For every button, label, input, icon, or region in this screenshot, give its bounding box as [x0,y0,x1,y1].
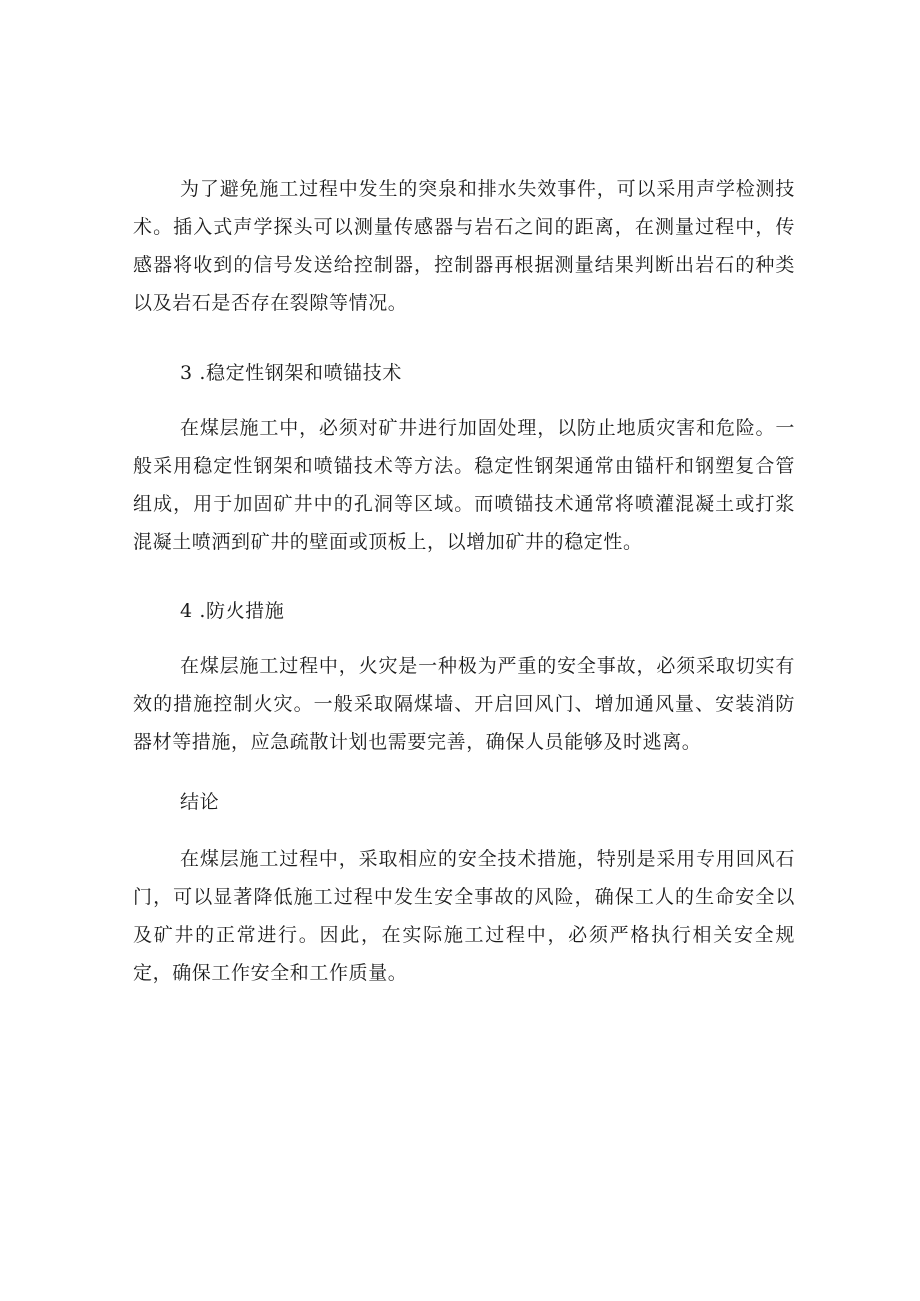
paragraph-conclusion: 在煤层施工过程中，采取相应的安全技术措施，特别是采用专用回风石门，可以显著降低施工过程中发生安全事故的风险，确保工人的生命安全以及矿井的正常进行。因此，在实际施工过程中，必须严格执行相关安全规定，确保工作安全和工作质量。 [133,848,795,984]
paragraph-acoustic-detection: 为了避免施工过程中发生的突泉和排水失效事件，可以采用声学检测技术。插入式声学探头可以测量传感器与岩石之间的距离，在测量过程中，传感器将收到的信号发送给控制器，控制器再根据测量结果判断出岩石的种类以及岩石是否存在裂隙等情况。 [133,178,795,314]
section-heading-fire-prevention: 4 .防火措施 [180,600,285,622]
section-heading-steel-frame: 3 .稳定性钢架和喷锚技术 [180,362,402,384]
section-heading-conclusion: 结论 [180,791,220,813]
paragraph-steel-frame-shotcrete: 在煤层施工中，必须对矿井进行加固处理，以防止地质灾害和危险。一般采用稳定性钢架和喷锚技术等方法。稳定性钢架通常由锚杆和钢塑复合管组成，用于加固矿井中的孔洞等区域。而喷锚技术通常将喷灌混凝土或打浆混凝土喷洒到矿井的壁面或顶板上，以增加矿井的稳定性。 [133,417,795,553]
paragraph-fire-prevention: 在煤层施工过程中，火灾是一种极为严重的安全事故，必须采取切实有效的措施控制火灾。一般采取隔煤墙、开启回风门、增加通风量、安装消防器材等措施，应急疏散计划也需要完善，确保人员能够及时逃离。 [133,655,795,753]
